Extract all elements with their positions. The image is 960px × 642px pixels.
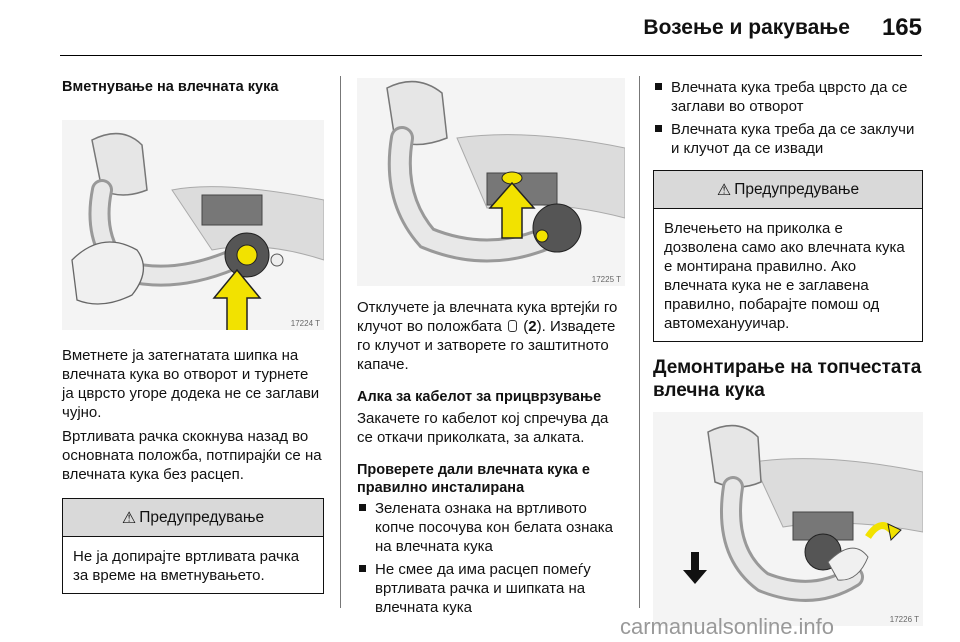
warning-triangle-icon: ⚠ [121, 509, 137, 527]
column-divider-2 [639, 76, 640, 608]
figure-number: 17226 T [889, 615, 919, 624]
page-header [60, 0, 922, 56]
paragraph-cable-eye: Закачете го кабелот кој спречува да се откачи приколката, за алката. [357, 410, 609, 446]
bullet-square-icon [359, 565, 366, 572]
tow-hook-lock-illustration [357, 78, 625, 286]
section-heading-remove: Демонтирање на топчестата влечна кука [653, 357, 922, 401]
section-heading-check-install: Проверете дали влечната кука е правилно инсталирана [357, 462, 590, 496]
chapter-title: Возење и ракување [643, 16, 850, 39]
figure-number: 17224 T [290, 319, 320, 328]
paragraph-remove-key: Извадете го клучот и затворете го заштитното капаче. [357, 318, 616, 373]
list-item: Не смее да има расцеп помеѓу вртливата рачка и шипката на влечната кука [357, 560, 625, 617]
figure-number: 17225 T [591, 275, 621, 284]
paragraph-unlock-text: Отклучете ја влечната кука вртејќи го клучот во положбата [357, 299, 618, 335]
warning-header [63, 499, 323, 537]
paragraph-unlock-paren: ( [519, 318, 529, 335]
warning-box-towing [653, 170, 923, 342]
tow-hook-remove-illustration [653, 412, 923, 626]
bullet-square-icon [655, 83, 662, 90]
watermark: carmanualsonline.info [620, 614, 835, 639]
check-install-list [357, 499, 625, 617]
key-position-number: 2 [528, 318, 537, 335]
warning-header [654, 171, 922, 209]
paragraph-insert-instruction: Вметнете ја затегнатата шипка на влечната кука во отворот и турнете ја цврсто угоре додека не се заглави чујно. [62, 347, 320, 421]
warning-text: Влечењето на приколка е дозволена само ако влечната кука е монтирана правилно. Ако влечната кука не е заглавена правилно, побарајте помош од автомеханууичар. [664, 220, 905, 332]
list-item: Влечната кука треба да се заклучи и клучот да се извади [653, 120, 923, 158]
bullet-square-icon [359, 504, 366, 511]
column-3 [653, 78, 923, 626]
warning-title: Предупредување [139, 508, 265, 526]
page-number: 165 [881, 14, 922, 41]
warning-text: Не ја допирајте вртливата рачка за време на вметнувањето. [73, 548, 300, 584]
section-heading-insert: Вметнување на влечната кука [62, 79, 279, 95]
paragraph-unlock [357, 298, 625, 374]
key-position-icon [508, 320, 517, 332]
tow-hook-insert-illustration [62, 120, 324, 330]
warning-title: Предупредување [734, 180, 860, 198]
warning-box-insert [62, 498, 324, 594]
check-install-list-continued [653, 78, 923, 158]
warning-triangle-icon: ⚠ [716, 181, 732, 199]
bullet-square-icon [655, 125, 662, 132]
column-divider-1 [340, 76, 341, 608]
list-item: Зелената ознака на вртливото копче посочува кон белата ознака на влечната кука [357, 499, 625, 556]
column-1 [62, 78, 324, 594]
figure-lock-hook [357, 78, 625, 286]
list-item: Влечната кука треба цврсто да се заглави во отворот [653, 78, 923, 116]
paragraph-unlock-end: ). [536, 318, 546, 335]
figure-remove-hook [653, 412, 923, 626]
paragraph-handle-return: Вртливата рачка скокнува назад во основната положба, потпирајќи се на влечната кука без расцеп. [62, 428, 322, 483]
section-heading-cable-eye: Алка за кабелот за прицврзување [357, 389, 602, 405]
figure-insert-hook [62, 120, 324, 330]
column-2 [357, 78, 625, 621]
